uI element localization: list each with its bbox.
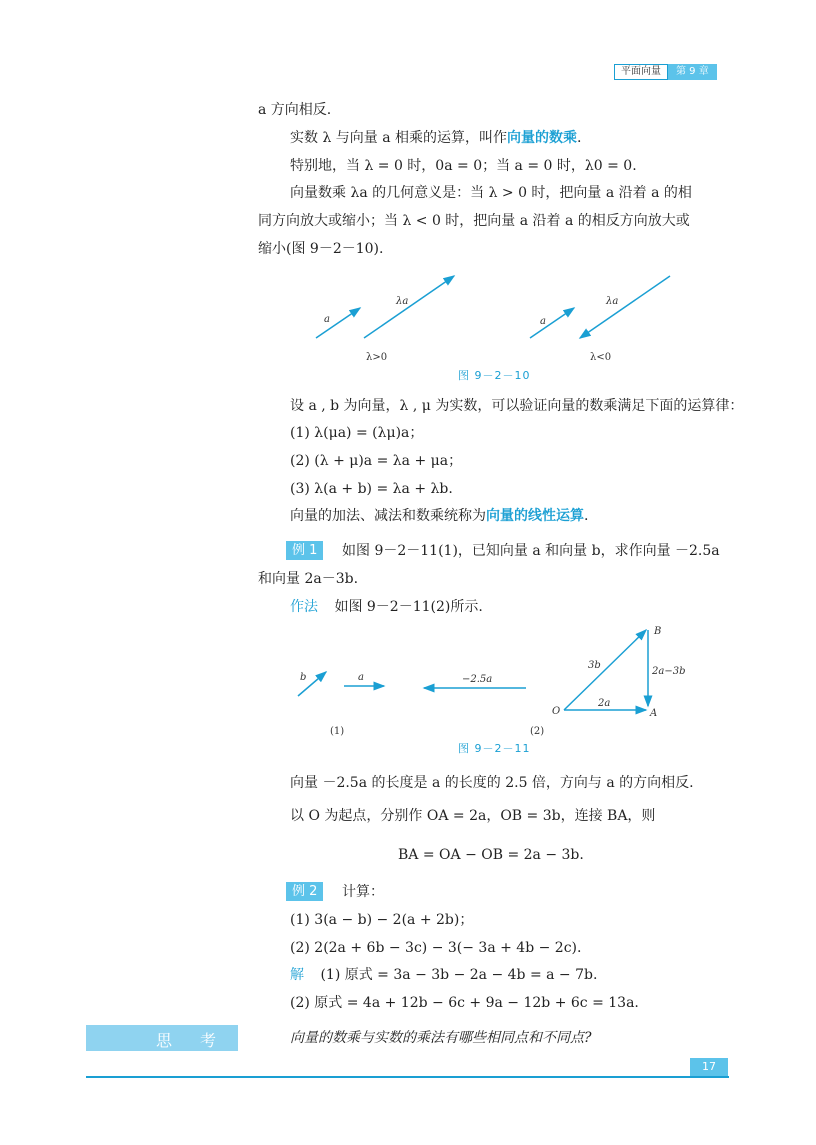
label-a-left: a — [324, 314, 330, 325]
solution-label: 解 — [290, 967, 304, 983]
example-2-problem-1: (1) 3(a − b) − 2(a + 2b)； — [290, 912, 474, 928]
para1-line5: 同方向放大或缩小；当 λ < 0 时，把向量 a 沿着 a 的相反方向放大或 — [258, 213, 690, 229]
example-2-tag: 例 2 — [286, 882, 323, 901]
law-2: (2) (λ + μ)a = λa + μa； — [290, 453, 463, 469]
example-1-after-line2 — [290, 806, 655, 826]
solution-1-text: (1) 原式 = 3a − 3b − 2a − 4b = a − 7b. — [320, 967, 598, 983]
label-minus-2-5a: −2.5a — [462, 674, 493, 685]
para1-line2 — [290, 128, 581, 148]
caption-9-2-10: 图 9－2－10 — [458, 369, 531, 382]
example-1-line2: 和向量 2a－3b. — [258, 571, 359, 587]
linear-operations-summary — [290, 506, 588, 526]
method-label: 作法 — [290, 599, 318, 615]
figure-9-2-11 — [290, 620, 710, 740]
figure-9-2-10 — [300, 268, 690, 368]
label-a-right: a — [540, 316, 546, 327]
vector-lambda-a-positive — [364, 276, 454, 338]
label-2a: 2a — [598, 698, 611, 709]
after-line2-eq: OA = 2a，OB = 3b，连接 BA，则 — [426, 808, 656, 824]
think-label: 思 考 — [155, 1031, 222, 1050]
label-O: O — [552, 706, 561, 717]
example-2-solution-2: (2) 原式 = 4a + 12b − 6c + 9a − 12b + 6c = 13a. — [290, 995, 639, 1011]
page-number: 17 — [690, 1058, 728, 1076]
example-2-problem-2: (2) 2(2a + 6b − 3c) − 3(− 3a + 4b − 2c). — [290, 940, 582, 956]
law-1: (1) λ(μa) = (λμ)a； — [290, 425, 424, 441]
example-1-tag: 例 1 — [286, 541, 323, 560]
header-chapter: 第 9 章 — [668, 64, 717, 80]
label-lambda-a-left: λa — [396, 296, 409, 307]
para1-line6: 缩小(图 9－2－10). — [258, 241, 384, 257]
think-box — [86, 1025, 238, 1051]
label-a: a — [358, 672, 364, 683]
label-lambda-a-right: λa — [606, 296, 619, 307]
laws-intro: 设 a , b 为向量，λ , μ 为实数，可以验证向量的数乘满足下面的运算律： — [290, 398, 744, 414]
example-1-after-line1: 向量 －2.5a 的长度是 a 的长度的 2.5 倍，方向与 a 的方向相反. — [290, 775, 694, 791]
term-linear-operations: 向量的线性运算 — [486, 508, 584, 524]
footer-rule — [86, 1076, 729, 1078]
after-line2-pre: 以 O 为起点，分别作 — [290, 808, 423, 824]
example-2-solution-1 — [290, 965, 597, 985]
sub-label-2: (2) — [530, 726, 545, 737]
caption-9-2-11: 图 9－2－11 — [458, 742, 531, 755]
para1-line4: 向量数乘 λa 的几何意义是：当 λ > 0 时，把向量 a 沿着 a 的相 — [290, 185, 692, 201]
example-2-title: 计算： — [342, 884, 384, 900]
example-1-line1: 如图 9－2－11(1)，已知向量 a 和向量 b，求作向量 －2.5a — [342, 543, 720, 559]
term-scalar-multiplication: 向量的数乘 — [507, 130, 578, 146]
law-3: (3) λ(a + b) = λa + λb. — [290, 481, 453, 497]
para1-line1: a 方向相反. — [258, 102, 332, 118]
vector-a-right — [530, 308, 574, 338]
label-b: b — [300, 672, 307, 683]
label-B: B — [654, 626, 662, 637]
vector-lambda-a-negative — [580, 276, 670, 338]
vector-a-left — [316, 308, 360, 338]
para1-line3: 特别地，当 λ = 0 时，0a = 0；当 a = 0 时，λ0 = 0. — [290, 158, 637, 174]
para1-line2-post: . — [577, 130, 582, 146]
label-lambda-negative: λ<0 — [590, 352, 612, 363]
label-lambda-positive: λ>0 — [366, 352, 388, 363]
summary-post: . — [584, 508, 589, 524]
summary-pre: 向量的加法、减法和数乘统称为 — [290, 508, 486, 524]
example-1-method — [290, 597, 483, 617]
label-2a-3b: 2a−3b — [652, 666, 686, 677]
vector-formula: BA = OA − OB = 2a − 3b. — [398, 847, 584, 863]
label-3b: 3b — [588, 660, 601, 671]
header-section: 平面向量 — [614, 64, 668, 80]
para1-line2-pre: 实数 λ 与向量 a 相乘的运算，叫作 — [290, 130, 508, 146]
running-header — [614, 64, 717, 80]
label-A: A — [650, 708, 658, 719]
think-question: 向量的数乘与实数的乘法有哪些相同点和不同点? — [290, 1030, 592, 1046]
sub-label-1: (1) — [330, 726, 345, 737]
method-text: 如图 9－2－11(2)所示. — [334, 599, 483, 615]
